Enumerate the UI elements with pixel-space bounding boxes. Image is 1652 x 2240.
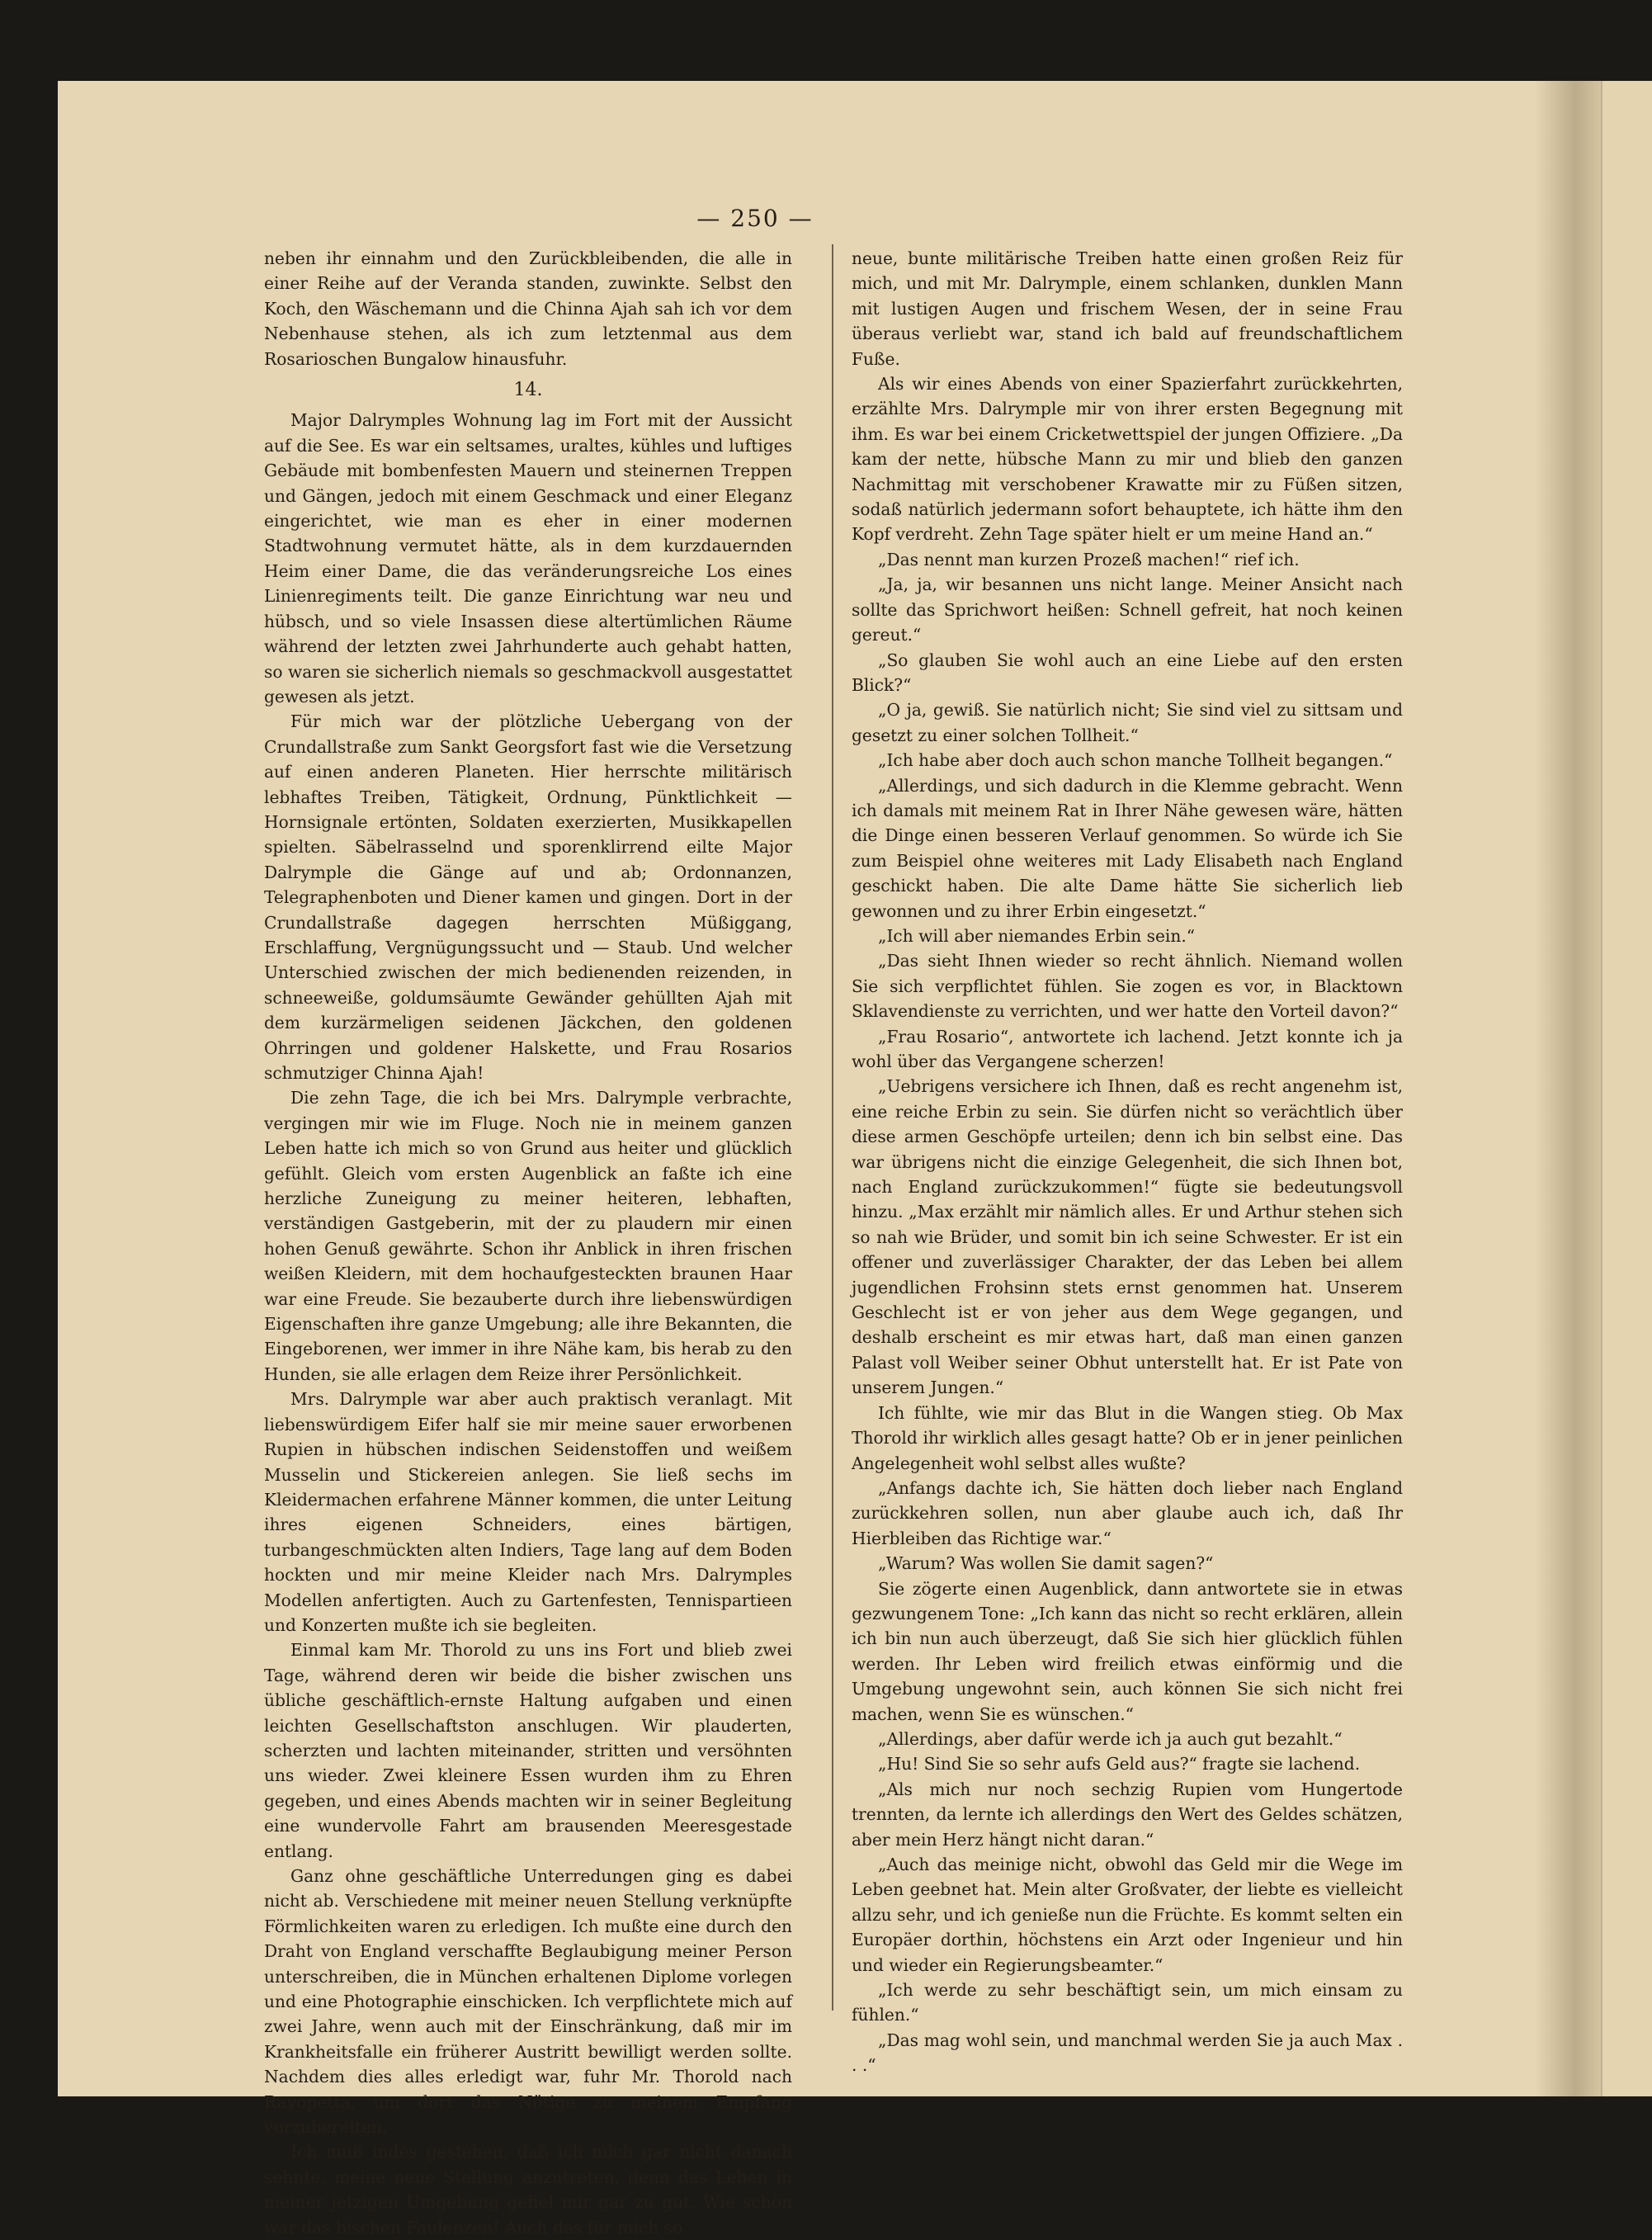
paragraph: „O ja, gewiß. Sie natürlich nicht; Sie sind viel zu sittsam und gesetzt zu einer solchen Tollheit.“ bbox=[852, 700, 1403, 745]
paragraph: „Ich habe aber doch auch schon manche Tollheit begangen.“ bbox=[878, 750, 1393, 771]
chapter-number: 14. bbox=[513, 380, 543, 401]
paragraph: „Frau Rosario“, antwortete ich lachend. Jetzt konnte ich ja wohl über das Vergangene scherzen! bbox=[852, 1026, 1403, 1071]
scanned-page bbox=[58, 81, 1650, 2238]
paragraph: Sie zögerte einen Augenblick, dann antwortete sie in etwas gezwungenem Tone: „Ich kann das nicht so recht erklären, allein ich bin nun auch überzeugt, daß Sie sich hier glücklich fühlen werden. Ihr Leben wird freilich etwas einförmig und die Umgebung ungewohnt sein, auch können Sie sich nicht frei machen, wenn Sie es wünschen.“ bbox=[852, 1578, 1403, 1724]
paragraph: „Anfangs dachte ich, Sie hätten doch lieber nach England zurückkehren sollen, nun aber glaube auch ich, daß Ihr Hierbleiben das Richtige war.“ bbox=[852, 1477, 1403, 1548]
paragraph: „Das mag wohl sein, und manchmal werden Sie ja auch Max . . .“ bbox=[852, 2030, 1403, 2076]
paragraph: „Ich werde zu sehr beschäftigt sein, um mich einsam zu fühlen.“ bbox=[852, 1980, 1403, 2025]
paragraph: „Das sieht Ihnen wieder so recht ähnlich. Niemand wollen Sie sich verpflichtet fühlen. Sie zogen es vor, in Blacktown Sklavendienste zu verrichten, und wer hatte den Vorteil davon?“ bbox=[852, 951, 1403, 1022]
paragraph: „Hu! Sind Sie so sehr aufs Geld aus?“ fragte sie lachend. bbox=[878, 1754, 1361, 1775]
paragraph: Als wir eines Abends von einer Spazierfahrt zurückkehrten, erzählte Mrs. Dalrymple mir von ihrer ersten Begegnung mit ihm. Es war bei einem Cricketwettspiel der jungen Offiziere. „Da kam der nette, hübsche Mann zu mir und blieb den ganzen Nachmittag mit verschobener Krawatte mir zu Füßen sitzen, sodaß natürlich jedermann sofort behauptete, ich hätte ihm den Kopf verdreht. Zehn Tage später hielt er um meine Hand an.“ bbox=[852, 374, 1403, 545]
page-number: — 250 — bbox=[696, 205, 814, 232]
paragraph: Ganz ohne geschäftliche Unterredungen ging es dabei nicht ab. Verschiedene mit meiner neuen Stellung verknüpfte Förmlichkeiten waren zu erledigen. Ich mußte eine durch den Draht von England verschaffte Beglaubigung meiner Person unterschreiben, die in München erhaltenen Diplome vorlegen und eine Photographie einschicken. Ich verpflichtete mich auf zwei Jahre, wenn auch mit der Einschränkung, daß mir im Krankheitsfalle ein früherer Austritt bewilligt werden sollte. Nachdem dies alles erledigt war, fuhr Mr. Thorold nach Rayopetta, um dort das Nötige zu meinem Empfang vorzubereiten. bbox=[264, 1866, 792, 2138]
paragraph: „Allerdings, aber dafür werde ich ja auch gut bezahlt.“ bbox=[878, 1728, 1343, 1749]
paragraph: „Ich will aber niemandes Erbin sein.“ bbox=[878, 925, 1196, 946]
column-divider bbox=[832, 244, 833, 2011]
paragraph: Die zehn Tage, die ich bei Mrs. Dalrymple verbrachte, vergingen mir wie im Fluge. Noch nie in meinem ganzen Leben hatte ich mich so von Grund aus heiter und glücklich gefühlt. Gleich vom ersten Augenblick an faßte ich eine herzliche Zuneigung zu meiner heiteren, lebhaften, verständigen Gastgeberin, mit der zu plaudern mir einen hohen Genuß gewährte. Schon ihr Anblick in ihren frischen weißen Kleidern, mit dem hochaufgesteckten braunen Haar war eine Freude. Sie bezauberte durch ihre liebenswürdigen Eigenschaften ihre ganze Umgebung; alle ihre Bekannten, die Eingeborenen, wer immer in ihre Nähe kam, bis herab zu den Hunden, sie alle erlagen dem Reize ihrer Persönlichkeit. bbox=[264, 1088, 792, 1384]
paragraph: „Als mich nur noch sechzig Rupien vom Hungertode trennten, da lernte ich allerdings den Wert des Geldes schätzen, aber mein Herz hängt nicht daran.“ bbox=[852, 1779, 1403, 1850]
paragraph: Mrs. Dalrymple war aber auch praktisch veranlagt. Mit liebenswürdigem Eifer half sie mir meine sauer erworbenen Rupien in hübschen indischen Seidenstoffen und weißem Musselin und Stickereien anlegen. Sie ließ sechs im Kleidermachen erfahrene Männer kommen, die unter Leitung ihres eigenen Schneiders, eines bärtigen, turbangeschmückten alten Indiers, Tage lang auf dem Boden hockten und mir meine Kleider nach Mrs. Dalrymples Modellen anfertigten. Auch zu Gartenfesten, Tennispartieen und Konzerten mußte ich sie begleiten. bbox=[264, 1389, 792, 1635]
paragraph: Ich fühlte, wie mir das Blut in die Wangen stieg. Ob Max Thorold ihr wirklich alles gesagt hatte? Ob er in jener peinlichen Angelegenheit wohl selbst alles wußte? bbox=[852, 1402, 1403, 1473]
paragraph: „So glauben Sie wohl auch an eine Liebe auf den ersten Blick?“ bbox=[852, 650, 1403, 695]
paragraph: „Ja, ja, wir besannen uns nicht lange. Meiner Ansicht nach sollte das Sprichwort heißen: Schnell gefreit, hat noch keinen gereut.“ bbox=[852, 574, 1403, 645]
paragraph: „Auch das meinige nicht, obwohl das Geld mir die Wege im Leben geebnet hat. Mein alter Großvater, der liebte es vielleicht allzu sehr, und ich genieße nun die Früchte. Es kommt selten ein Europäer dorthin, höchstens ein Arzt oder Ingenieur und hin und wieder ein Regierungsbeamter.“ bbox=[852, 1855, 1403, 1975]
paragraph: „Das nennt man kurzen Prozeß machen!“ rief ich. bbox=[878, 549, 1300, 569]
facing-page-edge bbox=[1601, 81, 1652, 2096]
paragraph: Für mich war der plötzliche Uebergang von der Crundallstraße zum Sankt Georgsfort fast wie die Versetzung auf einen anderen Planeten. Hier herrschte militärisch lebhaftes Treiben, Tätigkeit, Ordnung, Pünktlichkeit — Hornsignale ertönten, Soldaten exerzierten, Musikkapellen spielten. Säbelrasselnd und sporenklirrend eilte Major Dalrymple die Gänge auf und ab; Ordonnanzen, Telegraphenboten und Diener kamen und gingen. Dort in der Crundallstraße dagegen herrschten Müßiggang, Erschlaffung, Vergnügungssucht und — Staub. Und welcher Unterschied zwischen der mich bedienenden reizenden, in schneeweiße, goldumsäumte Gewänder gehüllten Ajah mit dem kurzärmeligen seidenen Jäckchen, den goldenen Ohrringen und goldener Halskette, und Frau Rosarios schmutziger Chinna Ajah! bbox=[264, 711, 792, 1083]
paragraph: Einmal kam Mr. Thorold zu uns ins Fort und blieb zwei Tage, während deren wir beide die bisher zwischen uns übliche geschäftlich-ernste Haltung aufgaben und einen leichten Gesellschaftston anschlugen. Wir plauderten, scherzten und lachten miteinander, stritten und versöhnten uns wieder. Zwei kleinere Essen wurden ihm zu Ehren gegeben, und eines Abends machten wir in seiner Begleitung eine wundervolle Fahrt am brausenden Meeresgestade entlang. bbox=[264, 1640, 792, 1861]
paragraph: Major Dalrymples Wohnung lag im Fort mit der Aussicht auf die See. Es war ein seltsames, uraltes, kühles und luftiges Gebäude mit bombenfesten Mauern und steinernen Treppen und Gängen, jedoch mit einem Geschmack und einer Eleganz eingerichtet, wie man es eher in einer modernen Stadtwohnung vermutet hätte, als in dem kurzdauernden Heim einer Dame, die das veränderungsreiche Los eines Linienregiments teilt. Die ganze Einrichtung war neu und hübsch, und so viele Insassen diese altertümlichen Räume während der letzten zwei Jahrhunderte auch gehabt hatten, so waren sie sicherlich niemals so geschmackvoll ausgestattet gewesen als jetzt. bbox=[264, 410, 792, 706]
paragraph: „Warum? Was wollen Sie damit sagen?“ bbox=[878, 1553, 1214, 1574]
paragraph: „Allerdings, und sich dadurch in die Klemme gebracht. Wenn ich damals mit meinem Rat in Ihrer Nähe gewesen wäre, hätten die Dinge einen besseren Verlauf genommen. So würde ich Sie zum Beispiel ohne weiteres mit Lady Elisabeth nach England geschickt haben. Die alte Dame hätte Sie sicherlich lieb gewonnen und zu ihrer Erbin eingesetzt.“ bbox=[852, 775, 1403, 921]
paragraph: neue, bunte militärische Treiben hatte einen großen Reiz für mich, und mit Mr. Dalrymple, einem schlanken, dunklen Mann mit lustigen Augen und frischem Wesen, der in seine Frau überaus verliebt war, stand ich bald auf freundschaftlichem Fuße. bbox=[852, 248, 1403, 369]
paragraph: Ich muß indes gestehen, daß ich mich gar nicht danach sehnte, meine neue Stellung anzutreten, denn das Leben in meiner jetzigen Umgebung gefiel mir gar zu gut. Wie schön war das bischen Faulenzen! Auch das für mich so bbox=[264, 2142, 792, 2238]
left-column bbox=[264, 246, 792, 2238]
right-column bbox=[852, 246, 1403, 2076]
paragraph: „Uebrigens versichere ich Ihnen, daß es recht angenehm ist, eine reiche Erbin zu sein. Sie dürfen nicht so verächtlich über diese armen Geschöpfe urteilen; denn ich bin selbst eine. Das war übrigens nicht die einzige Gelegenheit, die sich Ihnen bot, nach England zurückzukommen!“ fügte sie bedeutungsvoll hinzu. „Max erzählt mir nämlich alles. Er und Arthur stehen sich so nah wie Brüder, und somit bin ich seine Schwester. Er ist ein offener und zuverlässiger Charakter, der das Leben bei allem jugendlichen Frohsinn stets ernst genommen hat. Unserem Geschlecht ist er von jeher aus dem Wege gegangen, und deshalb erscheint es mir etwas hart, daß man einen ganzen Palast voll Weiber seiner Obhut unterstellt hat. Er ist Pate von unserem Jungen.“ bbox=[852, 1076, 1403, 1398]
paragraph: neben ihr einnahm und den Zurückbleibenden, die alle in einer Reihe auf der Veranda standen, zuwinkte. Selbst den Koch, den Wäschemann und die Chinna Ajah sah ich vor dem Nebenhause stehen, als ich zum letztenmal aus dem Rosarioschen Bungalow hinausfuhr. bbox=[264, 248, 792, 369]
